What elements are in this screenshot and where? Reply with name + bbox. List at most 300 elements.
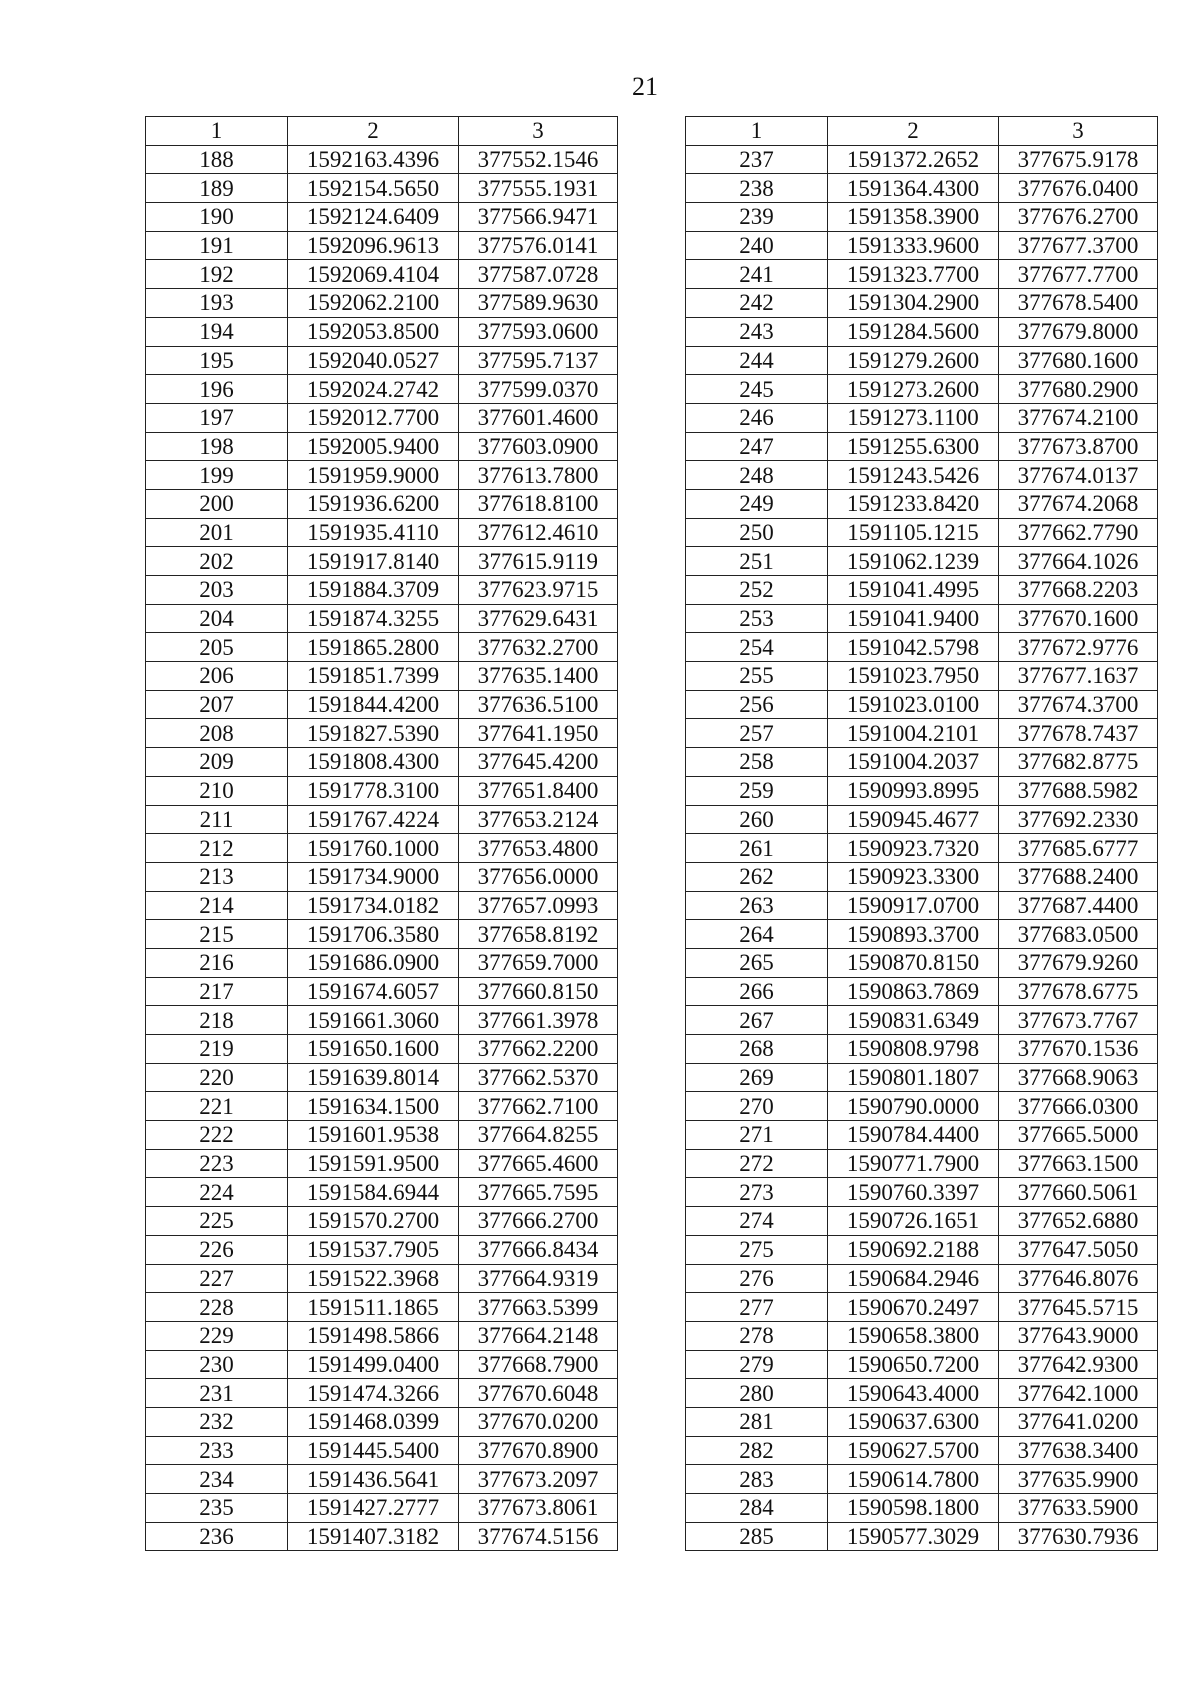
table-row [686, 260, 1158, 289]
table-row [686, 748, 1158, 777]
table-row [686, 805, 1158, 834]
cell-point-number: 199 [146, 461, 288, 490]
cell-x-coordinate: 1591601.9538 [288, 1121, 459, 1150]
cell-x-coordinate: 1591445.5400 [288, 1436, 459, 1465]
cell-y-coordinate: 377679.9260 [999, 948, 1158, 977]
cell-y-coordinate: 377630.7936 [999, 1522, 1158, 1551]
cell-x-coordinate: 1591706.3580 [288, 920, 459, 949]
cell-y-coordinate: 377666.8434 [459, 1235, 618, 1264]
cell-point-number: 282 [686, 1436, 828, 1465]
cell-point-number: 273 [686, 1178, 828, 1207]
cell-x-coordinate: 1591935.4110 [288, 518, 459, 547]
cell-x-coordinate: 1592005.9400 [288, 432, 459, 461]
cell-x-coordinate: 1591023.7950 [828, 662, 999, 691]
cell-point-number: 280 [686, 1379, 828, 1408]
cell-x-coordinate: 1591273.2600 [828, 375, 999, 404]
table-row [146, 805, 618, 834]
cell-y-coordinate: 377587.0728 [459, 260, 618, 289]
table-row [686, 1407, 1158, 1436]
cell-point-number: 188 [146, 145, 288, 174]
cell-x-coordinate: 1591273.1100 [828, 403, 999, 432]
cell-x-coordinate: 1591522.3968 [288, 1264, 459, 1293]
cell-point-number: 223 [146, 1149, 288, 1178]
table-row [146, 920, 618, 949]
cell-point-number: 279 [686, 1350, 828, 1379]
cell-point-number: 202 [146, 547, 288, 576]
cell-x-coordinate: 1590598.1800 [828, 1494, 999, 1523]
table-row [686, 1522, 1158, 1551]
table-row [686, 1063, 1158, 1092]
cell-point-number: 207 [146, 690, 288, 719]
table-row [686, 1092, 1158, 1121]
cell-y-coordinate: 377680.2900 [999, 375, 1158, 404]
cell-y-coordinate: 377687.4400 [999, 891, 1158, 920]
cell-y-coordinate: 377674.3700 [999, 690, 1158, 719]
cell-y-coordinate: 377638.3400 [999, 1436, 1158, 1465]
table-row [146, 604, 618, 633]
cell-y-coordinate: 377674.0137 [999, 461, 1158, 490]
table-row [146, 174, 618, 203]
cell-point-number: 276 [686, 1264, 828, 1293]
cell-y-coordinate: 377647.5050 [999, 1235, 1158, 1264]
cell-y-coordinate: 377664.2148 [459, 1321, 618, 1350]
table-row [686, 1293, 1158, 1322]
cell-point-number: 251 [686, 547, 828, 576]
cell-point-number: 238 [686, 174, 828, 203]
cell-point-number: 230 [146, 1350, 288, 1379]
cell-y-coordinate: 377658.8192 [459, 920, 618, 949]
cell-y-coordinate: 377670.8900 [459, 1436, 618, 1465]
cell-x-coordinate: 1590670.2497 [828, 1293, 999, 1322]
cell-point-number: 211 [146, 805, 288, 834]
table-row [686, 432, 1158, 461]
cell-x-coordinate: 1591427.2777 [288, 1494, 459, 1523]
cell-x-coordinate: 1590917.0700 [828, 891, 999, 920]
cell-y-coordinate: 377685.6777 [999, 834, 1158, 863]
cell-point-number: 271 [686, 1121, 828, 1150]
cell-x-coordinate: 1591959.9000 [288, 461, 459, 490]
cell-y-coordinate: 377613.7800 [459, 461, 618, 490]
cell-point-number: 269 [686, 1063, 828, 1092]
cell-x-coordinate: 1591734.9000 [288, 862, 459, 891]
table-body [146, 145, 618, 1551]
cell-y-coordinate: 377663.5399 [459, 1293, 618, 1322]
cell-x-coordinate: 1592062.2100 [288, 289, 459, 318]
cell-x-coordinate: 1591865.2800 [288, 633, 459, 662]
cell-y-coordinate: 377653.2124 [459, 805, 618, 834]
cell-point-number: 217 [146, 977, 288, 1006]
cell-x-coordinate: 1591650.1600 [288, 1035, 459, 1064]
cell-point-number: 219 [146, 1035, 288, 1064]
cell-point-number: 218 [146, 1006, 288, 1035]
cell-y-coordinate: 377673.8061 [459, 1494, 618, 1523]
cell-point-number: 229 [146, 1321, 288, 1350]
table-row [146, 489, 618, 518]
cell-point-number: 260 [686, 805, 828, 834]
cell-x-coordinate: 1590658.3800 [828, 1321, 999, 1350]
cell-x-coordinate: 1590726.1651 [828, 1207, 999, 1236]
cell-point-number: 249 [686, 489, 828, 518]
cell-y-coordinate: 377656.0000 [459, 862, 618, 891]
table-row [686, 1207, 1158, 1236]
cell-x-coordinate: 1590801.1807 [828, 1063, 999, 1092]
cell-point-number: 248 [686, 461, 828, 490]
cell-y-coordinate: 377633.5900 [999, 1494, 1158, 1523]
cell-y-coordinate: 377678.6775 [999, 977, 1158, 1006]
coordinates-table-left [145, 116, 618, 1551]
cell-point-number: 285 [686, 1522, 828, 1551]
cell-point-number: 228 [146, 1293, 288, 1322]
table-row [686, 174, 1158, 203]
cell-x-coordinate: 1591851.7399 [288, 662, 459, 691]
table-row [146, 1350, 618, 1379]
cell-x-coordinate: 1590637.6300 [828, 1407, 999, 1436]
cell-point-number: 284 [686, 1494, 828, 1523]
cell-x-coordinate: 1591372.2652 [828, 145, 999, 174]
cell-y-coordinate: 377566.9471 [459, 203, 618, 232]
table-row [686, 346, 1158, 375]
table-row [146, 1379, 618, 1408]
cell-x-coordinate: 1590831.6349 [828, 1006, 999, 1035]
cell-point-number: 234 [146, 1465, 288, 1494]
cell-x-coordinate: 1592012.7700 [288, 403, 459, 432]
table-row [146, 1149, 618, 1178]
cell-y-coordinate: 377629.6431 [459, 604, 618, 633]
cell-point-number: 253 [686, 604, 828, 633]
cell-x-coordinate: 1591304.2900 [828, 289, 999, 318]
cell-y-coordinate: 377677.7700 [999, 260, 1158, 289]
cell-point-number: 242 [686, 289, 828, 318]
cell-point-number: 258 [686, 748, 828, 777]
cell-point-number: 244 [686, 346, 828, 375]
cell-x-coordinate: 1591827.5390 [288, 719, 459, 748]
cell-point-number: 265 [686, 948, 828, 977]
cell-y-coordinate: 377601.4600 [459, 403, 618, 432]
cell-x-coordinate: 1591570.2700 [288, 1207, 459, 1236]
cell-x-coordinate: 1590684.2946 [828, 1264, 999, 1293]
cell-point-number: 278 [686, 1321, 828, 1350]
cell-point-number: 196 [146, 375, 288, 404]
column-header-point-number: 1 [146, 117, 288, 146]
cell-y-coordinate: 377670.6048 [459, 1379, 618, 1408]
table-row [686, 1006, 1158, 1035]
table-row [686, 891, 1158, 920]
table-row [686, 776, 1158, 805]
table-row [686, 1035, 1158, 1064]
cell-y-coordinate: 377673.7767 [999, 1006, 1158, 1035]
cell-point-number: 259 [686, 776, 828, 805]
cell-x-coordinate: 1590790.0000 [828, 1092, 999, 1121]
cell-point-number: 225 [146, 1207, 288, 1236]
cell-x-coordinate: 1591661.3060 [288, 1006, 459, 1035]
table-row [146, 633, 618, 662]
table-row [686, 948, 1158, 977]
cell-y-coordinate: 377676.2700 [999, 203, 1158, 232]
table-row [146, 862, 618, 891]
cell-point-number: 195 [146, 346, 288, 375]
table-row [146, 1006, 618, 1035]
cell-x-coordinate: 1590945.4677 [828, 805, 999, 834]
table-row [686, 1149, 1158, 1178]
cell-point-number: 224 [146, 1178, 288, 1207]
table-row [686, 203, 1158, 232]
table-row [686, 547, 1158, 576]
table-row [146, 1092, 618, 1121]
cell-point-number: 245 [686, 375, 828, 404]
table-row [146, 231, 618, 260]
page-number: 21 [632, 72, 658, 101]
cell-point-number: 206 [146, 662, 288, 691]
table-row [686, 1465, 1158, 1494]
cell-y-coordinate: 377642.9300 [999, 1350, 1158, 1379]
cell-y-coordinate: 377593.0600 [459, 317, 618, 346]
cell-x-coordinate: 1592053.8500 [288, 317, 459, 346]
cell-y-coordinate: 377666.2700 [459, 1207, 618, 1236]
cell-y-coordinate: 377612.4610 [459, 518, 618, 547]
table-row [146, 547, 618, 576]
table-row [146, 1035, 618, 1064]
cell-x-coordinate: 1590577.3029 [828, 1522, 999, 1551]
cell-y-coordinate: 377589.9630 [459, 289, 618, 318]
cell-point-number: 213 [146, 862, 288, 891]
cell-x-coordinate: 1591584.6944 [288, 1178, 459, 1207]
cell-point-number: 275 [686, 1235, 828, 1264]
cell-y-coordinate: 377632.2700 [459, 633, 618, 662]
cell-y-coordinate: 377662.7790 [999, 518, 1158, 547]
cell-x-coordinate: 1591062.1239 [828, 547, 999, 576]
cell-point-number: 264 [686, 920, 828, 949]
cell-x-coordinate: 1590650.7200 [828, 1350, 999, 1379]
cell-point-number: 231 [146, 1379, 288, 1408]
cell-y-coordinate: 377641.1950 [459, 719, 618, 748]
cell-point-number: 210 [146, 776, 288, 805]
cell-x-coordinate: 1592154.5650 [288, 174, 459, 203]
table-row [146, 1436, 618, 1465]
table-row [146, 375, 618, 404]
cell-point-number: 236 [146, 1522, 288, 1551]
cell-y-coordinate: 377662.7100 [459, 1092, 618, 1121]
cell-y-coordinate: 377678.5400 [999, 289, 1158, 318]
table-row [686, 1121, 1158, 1150]
cell-y-coordinate: 377555.1931 [459, 174, 618, 203]
table-row [686, 518, 1158, 547]
cell-y-coordinate: 377661.3978 [459, 1006, 618, 1035]
cell-y-coordinate: 377623.9715 [459, 576, 618, 605]
table-row [146, 289, 618, 318]
cell-point-number: 198 [146, 432, 288, 461]
cell-y-coordinate: 377674.2100 [999, 403, 1158, 432]
cell-y-coordinate: 377652.6880 [999, 1207, 1158, 1236]
table-row [686, 1264, 1158, 1293]
cell-x-coordinate: 1591734.0182 [288, 891, 459, 920]
cell-y-coordinate: 377660.8150 [459, 977, 618, 1006]
cell-point-number: 281 [686, 1407, 828, 1436]
cell-x-coordinate: 1591333.9600 [828, 231, 999, 260]
cell-x-coordinate: 1591041.4995 [828, 576, 999, 605]
cell-y-coordinate: 377682.8775 [999, 748, 1158, 777]
cell-y-coordinate: 377668.7900 [459, 1350, 618, 1379]
cell-y-coordinate: 377673.8700 [999, 432, 1158, 461]
table-row [686, 1178, 1158, 1207]
cell-y-coordinate: 377664.9319 [459, 1264, 618, 1293]
cell-y-coordinate: 377657.0993 [459, 891, 618, 920]
cell-y-coordinate: 377618.8100 [459, 489, 618, 518]
cell-x-coordinate: 1591936.6200 [288, 489, 459, 518]
column-header-x: 2 [288, 117, 459, 146]
cell-y-coordinate: 377670.0200 [459, 1407, 618, 1436]
cell-y-coordinate: 377674.2068 [999, 489, 1158, 518]
cell-x-coordinate: 1591511.1865 [288, 1293, 459, 1322]
cell-x-coordinate: 1591436.5641 [288, 1465, 459, 1494]
table-row [686, 719, 1158, 748]
cell-y-coordinate: 377679.8000 [999, 317, 1158, 346]
table-row [146, 719, 618, 748]
cell-x-coordinate: 1591844.4200 [288, 690, 459, 719]
cell-point-number: 204 [146, 604, 288, 633]
cell-x-coordinate: 1591279.2600 [828, 346, 999, 375]
cell-point-number: 250 [686, 518, 828, 547]
cell-y-coordinate: 377635.1400 [459, 662, 618, 691]
table-row [686, 489, 1158, 518]
cell-x-coordinate: 1590863.7869 [828, 977, 999, 1006]
cell-point-number: 240 [686, 231, 828, 260]
cell-point-number: 201 [146, 518, 288, 547]
cell-x-coordinate: 1591105.1215 [828, 518, 999, 547]
cell-point-number: 263 [686, 891, 828, 920]
table-row [146, 948, 618, 977]
table-row [146, 748, 618, 777]
table-row [146, 891, 618, 920]
cell-x-coordinate: 1590993.8995 [828, 776, 999, 805]
table-row [146, 1522, 618, 1551]
table-row [686, 920, 1158, 949]
cell-x-coordinate: 1591004.2101 [828, 719, 999, 748]
cell-y-coordinate: 377676.0400 [999, 174, 1158, 203]
cell-point-number: 193 [146, 289, 288, 318]
table-row [146, 1235, 618, 1264]
cell-point-number: 283 [686, 1465, 828, 1494]
cell-x-coordinate: 1591004.2037 [828, 748, 999, 777]
cell-x-coordinate: 1591468.0399 [288, 1407, 459, 1436]
table-row [686, 1350, 1158, 1379]
table-row [146, 1465, 618, 1494]
cell-y-coordinate: 377645.5715 [999, 1293, 1158, 1322]
cell-point-number: 243 [686, 317, 828, 346]
cell-y-coordinate: 377678.7437 [999, 719, 1158, 748]
table-row [686, 145, 1158, 174]
cell-point-number: 239 [686, 203, 828, 232]
table-row [686, 1379, 1158, 1408]
table-row [146, 1293, 618, 1322]
table-row [686, 317, 1158, 346]
cell-x-coordinate: 1591323.7700 [828, 260, 999, 289]
cell-x-coordinate: 1591808.4300 [288, 748, 459, 777]
cell-y-coordinate: 377674.5156 [459, 1522, 618, 1551]
cell-x-coordinate: 1591041.9400 [828, 604, 999, 633]
cell-y-coordinate: 377680.1600 [999, 346, 1158, 375]
column-header-point-number: 1 [686, 117, 828, 146]
cell-y-coordinate: 377576.0141 [459, 231, 618, 260]
table-row [686, 1321, 1158, 1350]
cell-x-coordinate: 1592024.2742 [288, 375, 459, 404]
cell-x-coordinate: 1590614.7800 [828, 1465, 999, 1494]
cell-point-number: 254 [686, 633, 828, 662]
cell-y-coordinate: 377653.4800 [459, 834, 618, 863]
cell-point-number: 189 [146, 174, 288, 203]
cell-y-coordinate: 377665.7595 [459, 1178, 618, 1207]
cell-x-coordinate: 1591778.3100 [288, 776, 459, 805]
coordinates-table-right [685, 116, 1158, 1551]
cell-y-coordinate: 377665.5000 [999, 1121, 1158, 1150]
cell-y-coordinate: 377688.5982 [999, 776, 1158, 805]
table-row [686, 690, 1158, 719]
cell-point-number: 208 [146, 719, 288, 748]
table-row [146, 1321, 618, 1350]
table-row [686, 633, 1158, 662]
cell-point-number: 266 [686, 977, 828, 1006]
cell-point-number: 197 [146, 403, 288, 432]
table-row [146, 1407, 618, 1436]
cell-point-number: 257 [686, 719, 828, 748]
cell-x-coordinate: 1592124.6409 [288, 203, 459, 232]
cell-point-number: 222 [146, 1121, 288, 1150]
table-row [686, 1494, 1158, 1523]
cell-x-coordinate: 1591474.3266 [288, 1379, 459, 1408]
cell-point-number: 268 [686, 1035, 828, 1064]
cell-point-number: 261 [686, 834, 828, 863]
cell-x-coordinate: 1591884.3709 [288, 576, 459, 605]
table-row [686, 862, 1158, 891]
cell-x-coordinate: 1591674.6057 [288, 977, 459, 1006]
cell-point-number: 200 [146, 489, 288, 518]
cell-x-coordinate: 1590760.3397 [828, 1178, 999, 1207]
cell-point-number: 241 [686, 260, 828, 289]
cell-y-coordinate: 377651.8400 [459, 776, 618, 805]
cell-point-number: 246 [686, 403, 828, 432]
cell-point-number: 203 [146, 576, 288, 605]
cell-x-coordinate: 1591537.7905 [288, 1235, 459, 1264]
cell-x-coordinate: 1591874.3255 [288, 604, 459, 633]
table-row [146, 260, 618, 289]
cell-y-coordinate: 377552.1546 [459, 145, 618, 174]
cell-y-coordinate: 377668.9063 [999, 1063, 1158, 1092]
cell-point-number: 267 [686, 1006, 828, 1035]
cell-y-coordinate: 377662.2200 [459, 1035, 618, 1064]
cell-point-number: 277 [686, 1293, 828, 1322]
cell-y-coordinate: 377688.2400 [999, 862, 1158, 891]
cell-point-number: 191 [146, 231, 288, 260]
cell-point-number: 262 [686, 862, 828, 891]
cell-x-coordinate: 1590923.7320 [828, 834, 999, 863]
cell-point-number: 252 [686, 576, 828, 605]
cell-x-coordinate: 1590808.9798 [828, 1035, 999, 1064]
cell-x-coordinate: 1591760.1000 [288, 834, 459, 863]
table-row [146, 1207, 618, 1236]
cell-y-coordinate: 377677.3700 [999, 231, 1158, 260]
table-row [146, 576, 618, 605]
cell-y-coordinate: 377668.2203 [999, 576, 1158, 605]
table-row [686, 834, 1158, 863]
cell-x-coordinate: 1590771.7900 [828, 1149, 999, 1178]
cell-y-coordinate: 377670.1600 [999, 604, 1158, 633]
cell-x-coordinate: 1591023.0100 [828, 690, 999, 719]
cell-y-coordinate: 377675.9178 [999, 145, 1158, 174]
cell-y-coordinate: 377642.1000 [999, 1379, 1158, 1408]
cell-x-coordinate: 1592069.4104 [288, 260, 459, 289]
table-row [146, 145, 618, 174]
cell-y-coordinate: 377672.9776 [999, 633, 1158, 662]
cell-x-coordinate: 1591634.1500 [288, 1092, 459, 1121]
